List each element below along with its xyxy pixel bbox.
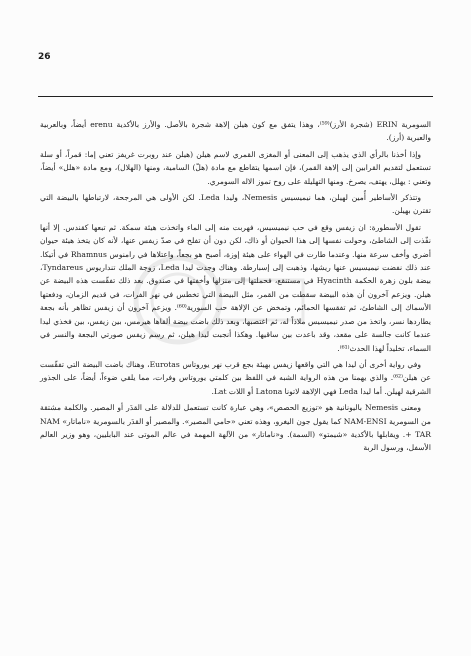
body-text (40, 118, 431, 458)
paragraph: وفي رواية أخرى أن ليدا هي التي واقعها زيفس بهيئة بجع قرب نهر يوروتاس Eurotas، وهناك باضت البيضة التي تفقّست عن هيلن⁽⁶²⁾. والذي يهمنا من هذه الرواية الشبه في اللفظ بين كلمتي يوروتاس وفرات، مما يلقي ضوءاً، أيضاً، على الجذور الشرقية لهيلن. أما ليدا Leda فهي الإلاهة لاتونا Latona أو اللات Lat. (40, 359, 431, 396)
paragraph: وإذا أخذنا بالرأي الذي يذهب إلى المعنى أو المغزى القمري لاسم هيلن (هيلن عند روبرت غريفز تعني إما: قمراً، أو سلة تستعمل لتقديم القرابين إلى إلاهة القمر)، فإن اسمها يتقاطع مع مادة (هلّ) السامية، ومنها (الهلال)، ومع مادة «هلل» أيضاً، وتعني : يهلل، يهتف، يصرخ. ومنها التهليلة على روح تموز الاله السومري. (40, 149, 431, 186)
header-rule (38, 96, 433, 97)
paragraph: السومرية ERIN (شجرة الأرز)⁽⁵⁹⁾، وهذا يتفق مع كون هيلن إلاهة شجرة بالأصل. والأرز بالأكدية erenu أيضاً، وبالعربية والعبرية (أرز). (40, 120, 432, 143)
page-number: 26 (38, 52, 51, 62)
paragraph: تقول الأسطورة: ان زيفس وقع في حب نيميسيس، فهربت منه إلى الماء واتخذت هيئة سمكة. ثم تبعها كقندس. إلا أنها نفّذت إلى الشاطئ، وحولت نفسها إلى هذا الحيوان أو ذاك، لكن دون أن تفلح في صدّ زيفس عنها، لأنه كان يتخذ هيئة حيوان أضري وأخف سرعة منها. وعندما طارت في الهواء على هيئة إوزة، أصبح هو بجعاً، واعتلاها في رامنوس Rhamnus في أتيكا. عند ذلك نفضت نيميسيس عنها ريشها، وذهبت إلى إسبارطة. وهناك وجدت ليدا Leda، زوجة الملك تنداريوس Tyndareus، بيضة بلون زهرة الحكمة Hyacinth في مستنقع، فحملتها إلى منزلها وأخفتها في صندوق. بعد ذلك تفقّست هذه البيضة عن هيلن. ويزعم آخرون أن هذه البيضة سقطت من القمر، مثل البيضة التي تخطس في نهر الفرات، في قديم الزمان، ودفعتها الأسماك إلى الشاطئ، ثم تفقسها الحمائم، وتمخض عن الإلاهة حب السورية⁽⁶⁰⁾. ويزعم آخرون أن زيفس تظاهر بأنه بجعة يطاردها نسر، واتخذ من صدر نيميسيس ملاذاً له، ثم اغتصبها، وبعد ذلك باضت بيضة ألقاها هيرمس، بين زيفس، بين فخذي ليدا عندما كانت جالسة على مقعد، وقد باعدت بين ساقيها. وهكذا أنجبت ليدا هيلن، ثم رسم زيفس صورتي البجعة والنسر في السماء، تخليداً لهذا الحدث⁽⁶¹⁾. (40, 222, 432, 353)
paragraph: وتتذكر الأساطير أُمين لهيلن، هما نيميسيس Nemesis، وليدا Leda. لكن الأولى هي المرجحة، لارتباطها بالبيضة التي تقترن بهيلن. (40, 193, 431, 216)
paragraph: ومعنى Nemesis باليونانية هو «توزيع الحصص»، وهي عبارة كانت تستعمل للدلالة على القدَر أو المصير. والكلمة مشتقة من السومرية NAM-ENSI كما يقول جون اليغرو، وهذه تعني «حامي المصير». والمصير أو القدَر بالسومرية «ناماتار» NAM + TAR. ويقابلها بالأكدية «شيمتو» (السمة). و«ناماتار» من الآلهة المهمة في عالم الموتى عند البابليين، وهو وزير العالم الأسفل، ورسول الربة (40, 403, 431, 453)
